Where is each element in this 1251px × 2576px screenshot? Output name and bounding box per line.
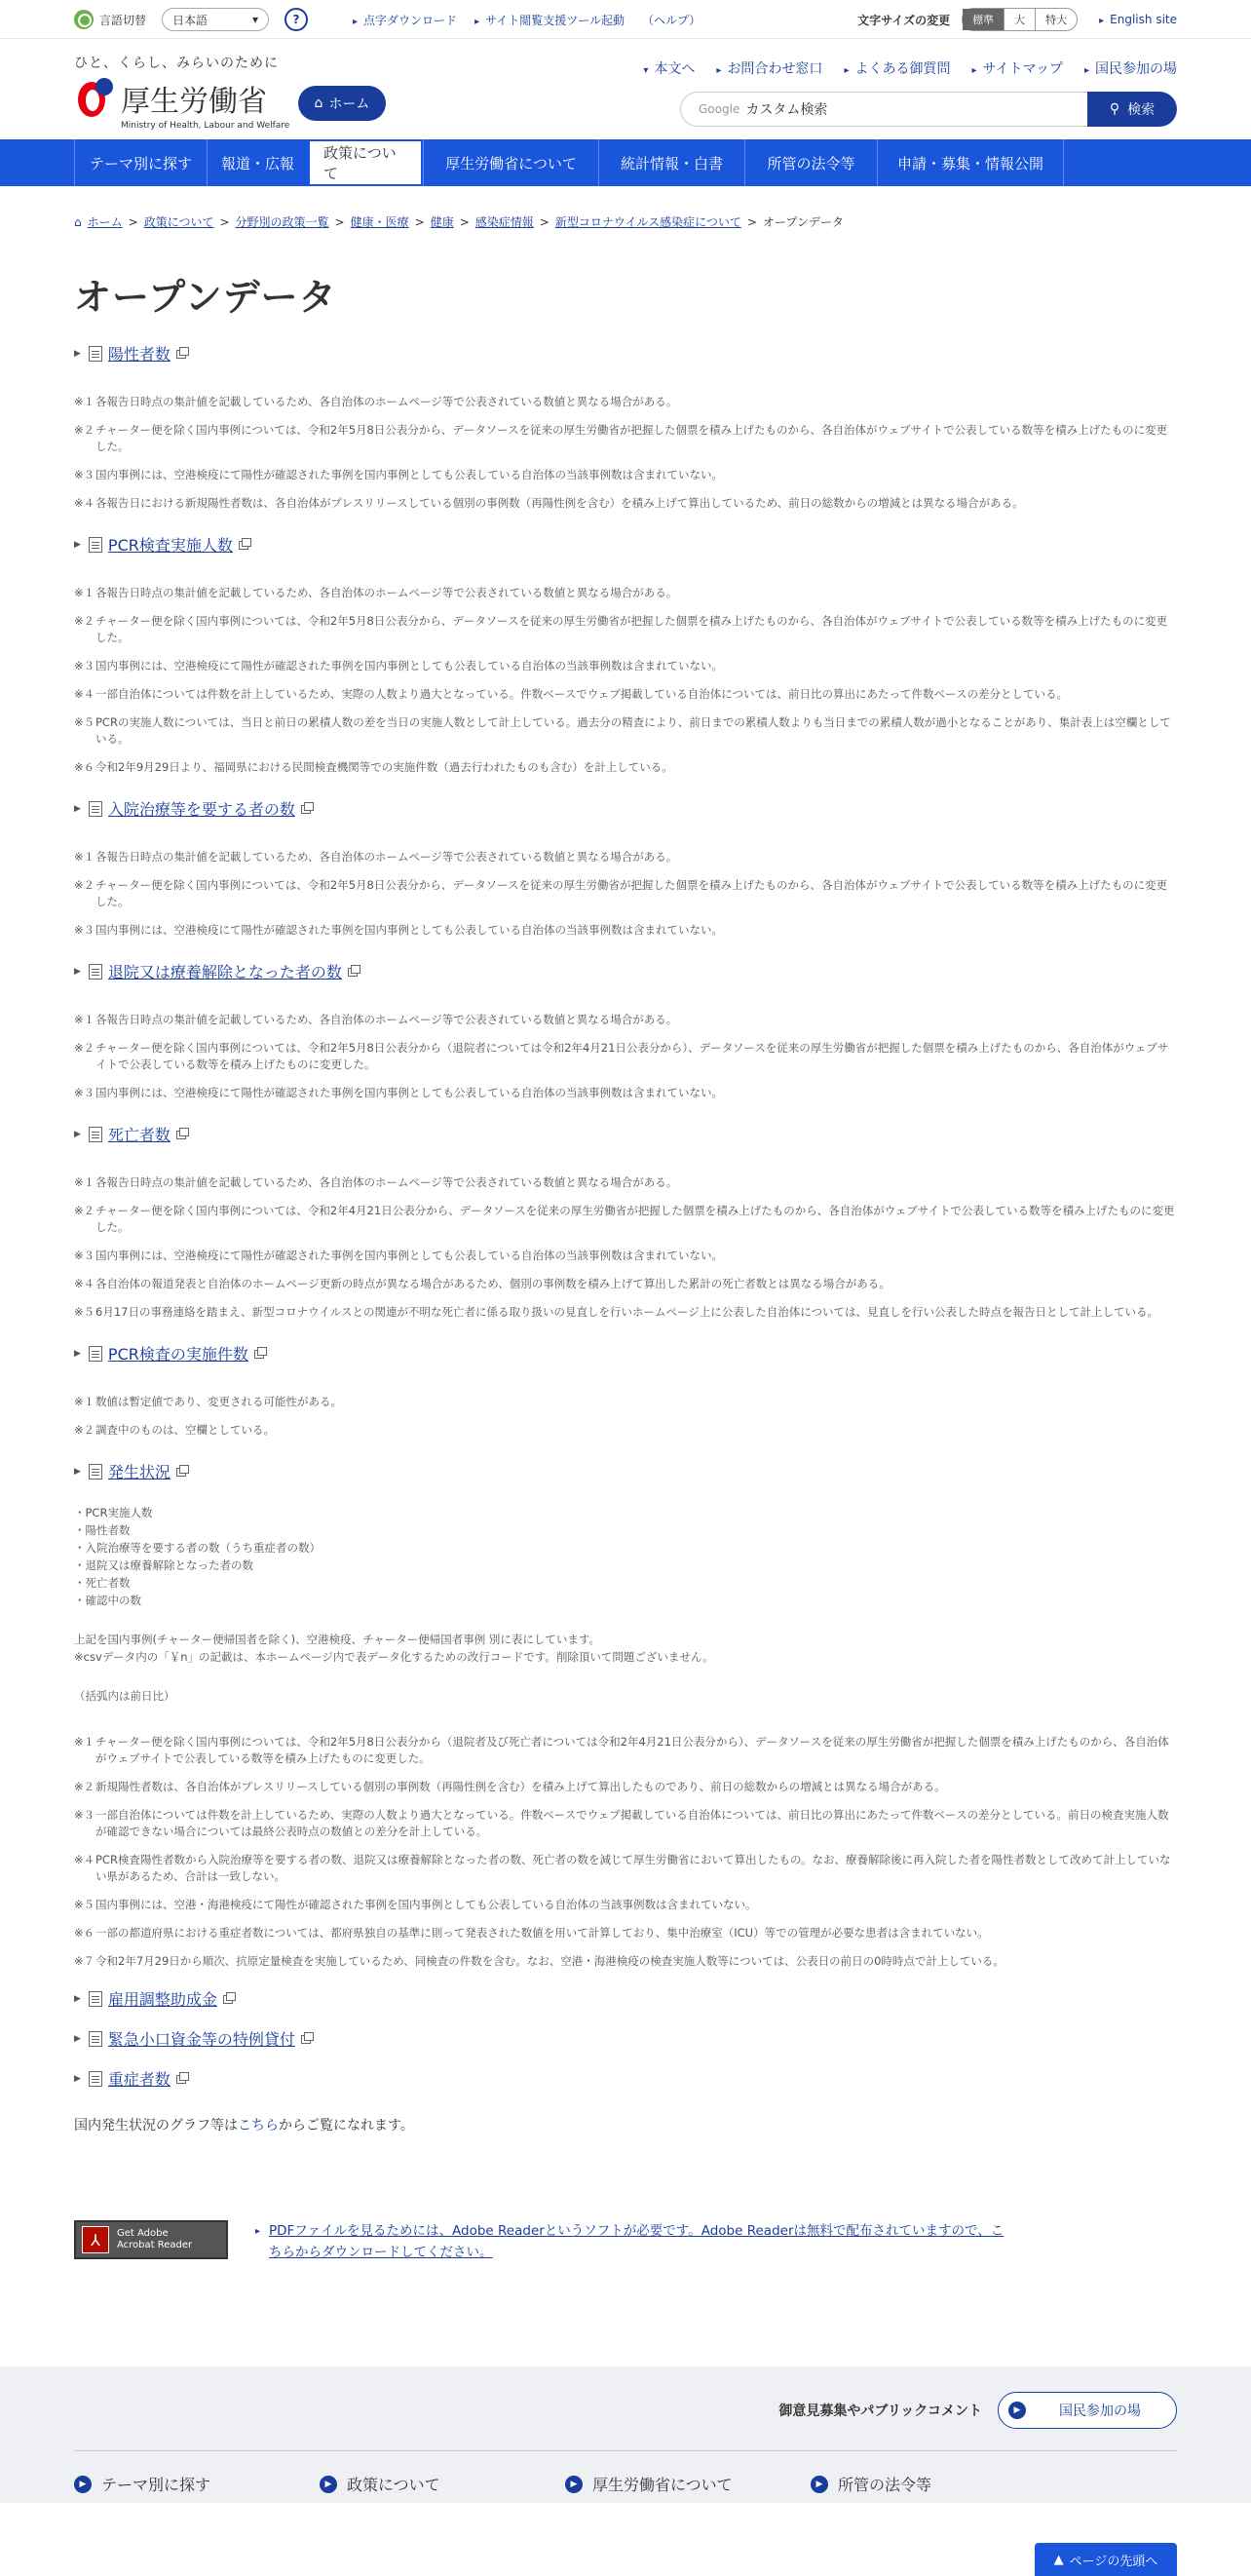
get-adobe-reader-badge[interactable]: ⅄ Get Adobe Acrobat Reader	[74, 2220, 228, 2259]
dataset-section	[74, 1987, 1177, 2010]
gnav-laws[interactable]: 所管の法令等	[744, 139, 877, 186]
chevron-right-icon: ▶	[1008, 2402, 1026, 2419]
dataset-link[interactable]: 重症者数	[107, 2070, 171, 2089]
site-header	[0, 39, 1251, 139]
breadcrumb-item[interactable]: 分野別の政策一覧	[235, 215, 329, 229]
extra-sections	[74, 1987, 1177, 2090]
gnav-theme[interactable]: テーマ別に探す	[74, 139, 207, 186]
note-item: ※４ PCR検査陽性者数から入院治療等を要する者の数、退院又は療養解除となった者の数、死亡者の数を減じて厚生労働省において算出したもの。なお、療養解除後に再入院した者を陽性者数として改めて計上していない県があるため、合計は一致しない。	[74, 1853, 1171, 1883]
note-item: ※１ 各報告日時点の集計値を記載しているため、各自治体のホームページ等で公表されている数値と異なる場合がある。	[74, 850, 678, 864]
section-outbreak-status	[74, 1460, 1177, 1970]
sitemap-link[interactable]: ▸ サイトマップ	[971, 61, 1063, 77]
chevron-right-icon: ▸	[1083, 65, 1089, 76]
document-icon	[89, 964, 102, 980]
external-window-icon	[223, 1995, 233, 2004]
chevron-right-icon: ▸	[255, 2226, 261, 2237]
page-top-button[interactable]: ▲ ページの先頭へ	[1035, 2543, 1177, 2576]
chevron-right-icon: ▸	[353, 16, 359, 27]
gnav-press[interactable]: 報道・広報	[207, 139, 308, 186]
document-icon	[89, 2071, 102, 2087]
logo-tagline: ひと、くらし、みらいのために	[74, 56, 279, 71]
external-window-icon	[301, 805, 311, 814]
footer-nav-policy[interactable]: ▶ 政策について	[320, 2473, 565, 2495]
chevron-down-icon: ▾	[251, 13, 259, 26]
dataset-link[interactable]: 緊急小口資金等の特例貸付	[107, 2030, 295, 2049]
logo-english-name: Ministry of Health, Labour and Welfare	[121, 121, 290, 131]
chevron-right-icon: ▶	[565, 2476, 583, 2493]
breadcrumb-item[interactable]: 健康	[430, 215, 454, 229]
note-item: ※１ 各報告日時点の集計値を記載しているため、各自治体のホームページ等で公表されている数値と異なる場合がある。	[74, 395, 678, 408]
notes-list	[74, 394, 1177, 512]
external-window-icon	[176, 1131, 186, 1139]
footer-nav-laws[interactable]: ▶ 所管の法令等	[811, 2473, 1056, 2495]
dataset-section	[74, 960, 1177, 1101]
outbreak-description: 上記を国内事例(チャーター便帰国者を除く)、空港検疫、チャーター便帰国者事例 別に表にしています。 ※csvデータ内の「￥n」の記載は、本ホームページ内で表データ化するための改行コードです。削除頂いて問題ございません。	[74, 1633, 714, 1664]
home-button[interactable]: ⌂ ホーム	[298, 86, 386, 121]
breadcrumb-current: オープンデータ	[762, 215, 844, 229]
chevron-right-icon: ▸	[844, 65, 850, 76]
language-select[interactable]	[162, 8, 269, 31]
search-icon: ⚲	[1109, 101, 1120, 117]
footer-nav-about[interactable]: ▶ 厚生労働省について	[565, 2473, 811, 2495]
faq-link[interactable]: ▸ よくある御質問	[844, 61, 951, 77]
dataset-section	[74, 1342, 1177, 1439]
breadcrumb: ⌂ ホーム > 政策について > 分野別の政策一覧 > 健康・医療 > 健康 > 感染症情報 > 新型コロナウイルス感染症について > オープンデータ	[74, 214, 844, 229]
search-placeholder: カスタム検索	[745, 102, 828, 118]
chevron-right-icon: ▸	[1099, 16, 1105, 26]
external-window-icon	[301, 2035, 311, 2044]
breadcrumb-item[interactable]: 感染症情報	[474, 215, 534, 229]
breadcrumb-item[interactable]: 新型コロナウイルス感染症について	[554, 215, 741, 229]
note-item: ※７ 令和2年7月29日から順次、抗原定量検査を実施しているため、同検査の件数を含む。なお、空港・海港検疫の検査実施人数等については、公表日の前日の0時時点で計上している。	[74, 1954, 1005, 1968]
global-nav	[0, 139, 1251, 186]
adobe-reader-link[interactable]: ▸ PDFファイルを見るためには、Adobe Readerというソフトが必要です。Adobe Readerは無料で配布されていますので、こちらからダウンロードしてください。	[255, 2223, 1005, 2260]
external-window-icon	[254, 1350, 264, 1359]
dataset-section	[74, 533, 1177, 776]
adobe-pdf-icon: ⅄	[82, 2226, 109, 2253]
dataset-link[interactable]: 入院治療等を要する者の数	[107, 800, 295, 819]
note-item: ※２ チャーター便を除く国内事例については、令和2年4月21日公表分から、データソースを従来の厚生労働省が把握した個票を積み上げたものから、各自治体がウェブサイトで公表している数等を積み上げたものに変更した。	[74, 1204, 1175, 1234]
triangle-right-icon: ▶	[74, 1348, 81, 1359]
triangle-right-icon: ▶	[74, 348, 81, 359]
language-label: 言語切替	[99, 13, 147, 27]
note-item: ※３ 国内事例には、空港検疫にて陽性が確認された事例を国内事例としても公表している自治体の当該事例数は含まれていない。	[74, 659, 723, 673]
document-icon	[89, 1346, 102, 1362]
note-item: ※３ 国内事例には、空港検疫にて陽性が確認された事例を国内事例としても公表している自治体の当該事例数は含まれていない。	[74, 1249, 723, 1262]
dataset-link[interactable]: 発生状況	[107, 1463, 171, 1481]
dataset-link[interactable]: 死亡者数	[107, 1126, 171, 1144]
graph-note: 国内発生状況のグラフ等はこちらからご覧になれます。	[74, 2118, 414, 2134]
footer-nav-theme[interactable]: ▶ テーマ別に探す	[74, 2473, 320, 2495]
help-link[interactable]: （ヘルプ）	[642, 13, 701, 27]
dataset-section	[74, 2027, 1177, 2050]
note-item: ※１ 各報告日時点の集計値を記載しているため、各自治体のホームページ等で公表されている数値と異なる場合がある。	[74, 1013, 678, 1026]
braille-download-link[interactable]: ▸ 点字ダウンロード	[353, 13, 458, 27]
triangle-up-icon: ▲	[1053, 2552, 1064, 2567]
breadcrumb-item[interactable]: 健康・医療	[350, 215, 409, 229]
parenthesis-note: （括弧内は前日比）	[74, 1689, 175, 1703]
note-item: ※１ 各報告日時点の集計値を記載しているため、各自治体のホームページ等で公表されている数値と異なる場合がある。	[74, 586, 678, 599]
site-footer	[0, 2366, 1251, 2503]
triangle-right-icon: ▶	[74, 966, 81, 977]
logo-text: 厚生労働省	[121, 85, 267, 119]
list-item: ・確認中の数	[74, 1594, 141, 1607]
list-item: ・陽性者数	[74, 1523, 131, 1537]
english-site-link[interactable]: ▸ English site	[1099, 13, 1177, 26]
font-size-standard-button[interactable]: 標準	[963, 9, 1004, 30]
external-window-icon	[348, 968, 358, 977]
top-utility-bar	[0, 0, 1251, 39]
dataset-link[interactable]: 陽性者数	[107, 345, 171, 364]
skip-to-content-link[interactable]: ▾ 本文へ	[643, 61, 696, 77]
gnav-policy[interactable]: 政策について	[308, 139, 423, 186]
note-item: ※３ 国内事例には、空港検疫にて陽性が確認された事例を国内事例としても公表している自治体の当該事例数は含まれていない。	[74, 923, 723, 937]
page-title: オープンデータ	[74, 276, 337, 319]
globe-icon	[74, 10, 94, 29]
notes-list	[74, 1174, 1177, 1321]
triangle-right-icon: ▶	[74, 1129, 81, 1139]
search-input[interactable]	[680, 92, 1087, 127]
font-size-switcher	[857, 8, 1177, 31]
font-size-large-button[interactable]: 大	[1004, 9, 1035, 30]
triangle-right-icon: ▶	[74, 1993, 81, 2004]
notes-list	[74, 1012, 1177, 1101]
mhlw-logo-icon	[74, 76, 117, 121]
footer-nav	[74, 2473, 1177, 2495]
chevron-right-icon: ▶	[320, 2476, 337, 2493]
font-size-label: 文字サイズの変更	[857, 13, 951, 27]
home-icon: ⌂	[74, 214, 82, 229]
language-switcher	[74, 8, 308, 31]
dataset-link[interactable]: 雇用調整助成金	[107, 1990, 217, 2009]
site-logo[interactable]	[74, 39, 298, 139]
note-item: ※５ 6月17日の事務連絡を踏まえ、新型コロナウイルスとの関連が不明な死亡者に係る取り扱いの見直しを行いホームページ上に公表した自治体については、見直しを行い公表した時点を報告日として計上している。	[74, 1305, 1158, 1319]
note-item: ※２ 新規陽性者数は、各自治体がプレスリリースしている個別の事例数（再陽性例を含む）を積み上げて算出したものであり、前日の総数からの増減とは異なる場合がある。	[74, 1780, 946, 1793]
note-item: ※５ PCRの実施人数については、当日と前日の累積人数の差を当日の実施人数として計上している。過去分の精査により、前日までの累積人数よりも当日までの累積人数が過小となることがあり、集計表上は空欄としている。	[74, 715, 1171, 746]
dataset-sections	[74, 342, 1177, 1439]
notes-list	[74, 585, 1177, 776]
triangle-right-icon: ▶	[74, 1466, 81, 1477]
note-item: ※６ 一部の都道府県における重症者数については、都府県独自の基準に則って発表された数値を用いて計算しており、集中治療室（ICU）等での管理が必要な患者は含まれていない。	[74, 1926, 989, 1940]
home-icon: ⌂	[314, 96, 323, 111]
notes-list	[74, 1734, 1177, 1970]
note-item: ※１ 数値は暫定値であり、変更される可能性がある。	[74, 1395, 342, 1408]
document-icon	[89, 2031, 102, 2047]
note-item: ※２ チャーター便を除く国内事例については、令和2年5月8日公表分から（退院者については令和2年4月21日公表分から）、データソースを従来の厚生労働省が把握した個票を積み上げたものから、各自治体がウェブサイトで公表している数等を積み上げたものに変更した。	[74, 1041, 1169, 1071]
list-item: ・入院治療等を要する者の数（うち重症者の数）	[74, 1541, 321, 1555]
note-item: ※４ 一部自治体については件数を計上しているため、実際の人数より過大となっている。件数ベースでウェブ掲載している自治体については、前日比の算出にあたって件数ベースの差分としている。	[74, 687, 1068, 701]
note-item: ※３ 国内事例には、空港検疫にて陽性が確認された事例を国内事例としても公表している自治体の当該事例数は含まれていない。	[74, 1086, 723, 1099]
public-comment-label: 御意見募集やパブリックコメント	[778, 2403, 982, 2419]
note-item: ※２ 調査中のものは、空欄としている。	[74, 1423, 275, 1437]
dataset-link[interactable]: PCR検査実施人数	[107, 536, 233, 555]
note-item: ※２ チャーター便を除く国内事例については、令和2年5月8日公表分から、データソースを従来の厚生労働省が把握した個票を積み上げたものから、各自治体がウェブサイトで公表している数等を積み上げたものに変更した。	[74, 423, 1168, 453]
external-window-icon	[239, 541, 248, 550]
external-window-icon	[176, 2075, 186, 2084]
public-participation-link[interactable]: ▸ 国民参加の場	[1083, 61, 1177, 77]
note-item: ※４ 各報告日における新規陽性者数は、各自治体がプレスリリースしている個別の事例数（再陽性例を含む）を積み上げて算出しているため、前日の総数からの増減とは異なる場合がある。	[74, 496, 1024, 510]
utility-links	[353, 12, 701, 28]
document-icon	[89, 1464, 102, 1480]
triangle-right-icon: ▶	[74, 2073, 81, 2084]
language-select-value: 日本語	[172, 13, 208, 27]
search-button[interactable]: ⚲ 検索	[1087, 92, 1177, 127]
notes-list	[74, 1394, 1177, 1439]
dataset-link[interactable]: 退院又は療養解除となった者の数	[107, 963, 342, 981]
graph-link[interactable]: こちら	[238, 2118, 279, 2134]
font-size-xlarge-button[interactable]: 特大	[1035, 9, 1077, 30]
document-icon	[89, 537, 102, 553]
chevron-right-icon: ▶	[74, 2476, 92, 2493]
site-search	[680, 92, 1177, 127]
dataset-section	[74, 1123, 1177, 1321]
help-icon[interactable]: ?	[284, 8, 308, 31]
chevron-right-icon: ▸	[716, 65, 722, 76]
gnav-statistics[interactable]: 統計情報・白書	[598, 139, 744, 186]
header-links	[643, 58, 1177, 78]
note-item: ※２ チャーター便を除く国内事例については、令和2年5月8日公表分から、データソースを従来の厚生労働省が把握した個票を積み上げたものから、各自治体がウェブサイトで公表している数等を積み上げたものに変更した。	[74, 614, 1168, 644]
contact-link[interactable]: ▸ お問合わせ窓口	[716, 61, 823, 77]
list-item: ・退院又は療養解除となった者の数	[74, 1558, 253, 1572]
note-item: ※５ 国内事例には、空港・海港検疫にて陽性が確認された事例を国内事例としても公表している自治体の当該事例数は含まれていない。	[74, 1898, 757, 1911]
note-item: ※１ チャーター便を除く国内事例については、令和2年5月8日公表分から（退院者及び死亡者については令和2年4月21日公表分から）、データソースを従来の厚生労働省が把握した個票を積み上げたものから、各自治体がウェブサイトで公表している数等を積み上げたものに変更した。	[74, 1735, 1169, 1765]
footer-divider	[74, 2450, 1177, 2451]
chevron-down-icon: ▾	[643, 65, 649, 76]
triangle-right-icon: ▶	[74, 803, 81, 814]
font-size-buttons	[962, 8, 1078, 31]
document-icon	[89, 1127, 102, 1142]
external-window-icon	[176, 350, 186, 359]
note-item: ※２ チャーター便を除く国内事例については、令和2年5月8日公表分から、データソースを従来の厚生労働省が把握した個票を積み上げたものから、各自治体がウェブサイトで公表している数等を積み上げたものに変更した。	[74, 878, 1168, 908]
list-item: ・死亡者数	[74, 1576, 131, 1590]
public-participation-button[interactable]: ▶ 国民参加の場	[998, 2392, 1177, 2429]
note-item: ※４ 各自治体の報道発表と自治体のホームページ更新の時点が異なる場合があるため、個別の事例数を積み上げて算出した累計の死亡者数とは異なる場合がある。	[74, 1277, 891, 1290]
list-item: ・PCR実施人数	[74, 1506, 153, 1519]
external-window-icon	[176, 1468, 186, 1477]
breadcrumb-item[interactable]: 政策について	[143, 215, 214, 229]
item-list	[74, 1504, 1177, 1609]
document-icon	[89, 801, 102, 817]
notes-list	[74, 849, 1177, 939]
dataset-section	[74, 2067, 1177, 2090]
note-item: ※３ 国内事例には、空港検疫にて陽性が確認された事例を国内事例としても公表している自治体の当該事例数は含まれていない。	[74, 468, 723, 481]
google-brand: Google	[699, 102, 740, 116]
chevron-right-icon: ▸	[474, 16, 480, 27]
dataset-section	[74, 342, 1177, 512]
document-icon	[89, 1991, 102, 2007]
note-item: ※１ 各報告日時点の集計値を記載しているため、各自治体のホームページ等で公表されている数値と異なる場合がある。	[74, 1175, 678, 1189]
gnav-applications[interactable]: 申請・募集・情報公開	[877, 139, 1064, 186]
chevron-right-icon: ▶	[811, 2476, 828, 2493]
triangle-right-icon: ▶	[74, 539, 81, 550]
note-item: ※３ 一部自治体については件数を計上しているため、実際の人数より過大となっている。件数ベースでウェブ掲載している自治体については、前日比の算出にあたって件数ベースの差分としている。前日の検査実施人数が確認できない場合については最終公表時点の数値との差分を計上している。	[74, 1808, 1169, 1838]
dataset-link[interactable]: PCR検査の実施件数	[107, 1345, 248, 1364]
document-icon	[89, 346, 102, 362]
breadcrumb-item[interactable]: ホーム	[87, 215, 123, 229]
dataset-section	[74, 797, 1177, 939]
reading-support-link[interactable]: ▸ サイト閲覧支援ツール起動	[474, 13, 626, 27]
triangle-right-icon: ▶	[74, 2033, 81, 2044]
chevron-right-icon: ▸	[971, 65, 977, 76]
gnav-about[interactable]: 厚生労働省について	[423, 139, 598, 186]
adobe-reader-notice	[74, 2220, 1177, 2263]
note-item: ※６ 令和2年9月29日より、福岡県における民間検査機関等での実施件数（過去行われたものも含む）を計上している。	[74, 760, 673, 774]
